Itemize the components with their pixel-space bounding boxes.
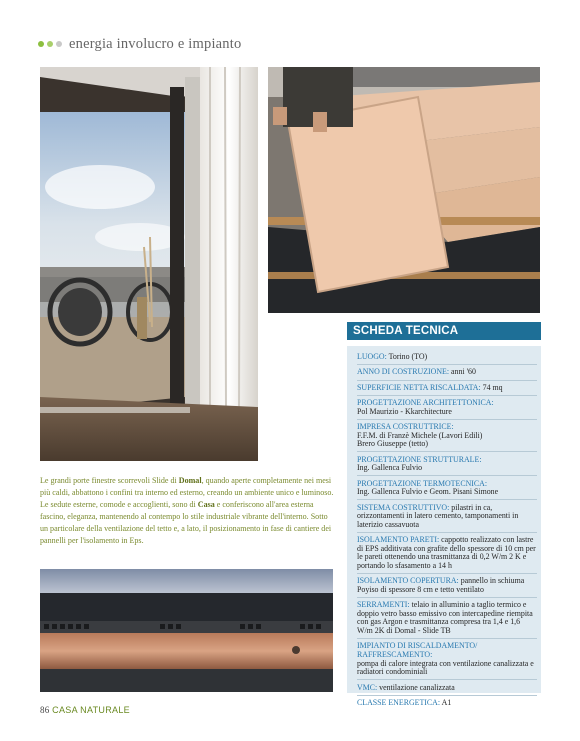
sheet-entry-serramenti: SERRAMENTI: telaio in alluminio a taglio termico e doppio vetro basso emissivo con intercapedine riempita con gas Argon e trasmittanza compresa tra 1,4 e 1,6 W/m 2K di Domal - Slide TB xyxy=(357,601,537,639)
sheet-entry-architettonica: PROGETTAZIONE ARCHITETTONICA: Pol Maurizio - Kkarchitecture xyxy=(357,399,537,420)
sheet-entry-vmc: VMC: ventilazione canalizzata xyxy=(357,684,537,696)
sheet-entry-luogo: LUOGO: Torino (TO) xyxy=(357,353,537,365)
bullet-dot-icon xyxy=(56,41,62,47)
brand-domal: Domal xyxy=(178,476,202,485)
insulation-panels-photo xyxy=(268,67,540,313)
sheet-entry-classe: CLASSE ENERGETICA: A1 xyxy=(357,697,452,707)
sheet-entry-sistema: SISTEMA COSTRUTTIVO: pilastri in ca, orizzontamenti in latero cemento, tamponamenti in laterizio cassavuota xyxy=(357,504,537,533)
section-header xyxy=(38,34,241,54)
interior-sliding-doors-photo xyxy=(40,67,258,461)
section-title: energia involucro e impianto xyxy=(69,35,242,52)
sheet-entry-strutturale: PROGETTAZIONE STRUTTURALE: Ing. Gallenca Fulvio xyxy=(357,456,537,477)
brand-casa: Casa xyxy=(197,499,215,509)
sheet-entry-isolamento-copertura: ISOLAMENTO COPERTURA: pannello in schiuma Poyiso di spessore 8 cm e tetto ventilato xyxy=(357,577,537,598)
roof-ventilation-photo xyxy=(40,569,333,692)
bullet-dot-icon xyxy=(38,41,44,47)
technical-sheet-list xyxy=(357,353,537,711)
bullet-dot-icon xyxy=(47,41,53,47)
technical-sheet-title: SCHEDA TECNICA xyxy=(347,322,541,340)
sheet-entry-anno: ANNO DI COSTRUZIONE: anni '60 xyxy=(357,368,537,380)
magazine-name: CASA NATURALE xyxy=(52,705,130,715)
sheet-entry-superficie: SUPERFICIE NETTA RISCALDATA: 74 mq xyxy=(357,384,537,396)
sheet-entry-impresa: IMPRESA COSTRUTTRICE: F.F.M. di Franzè Michele (Lavori Edili) Brero Giuseppe (tetto) xyxy=(357,423,537,452)
photo-caption-paragraph: Le grandi porte finestre scorrevoli Slide di Domal, quando aperte completamente nei mesi più caldi, abbattono i confini tra interno ed esterno, creando un ambiente unico e luminoso. Le sedute esterne, comode e accoglienti, sono di Casa e conferiscono all'area esterna fascino, eleganza, mantenendo al contempo lo stile industriale vibrante dell'interno. Sotto un particolare della ventilazione del tetto e, a lato, il posizionamento in fase di cantiere dei pannelli per l'isolamento in Eps. xyxy=(40,476,334,545)
page-footer xyxy=(40,705,130,715)
sheet-entry-impianto: IMPIANTO DI RISCALDAMENTO/ RAFFRESCAMENTO: pompa di calore integrata con ventilazione canalizzata e radiatori condominiali xyxy=(357,642,537,680)
sheet-entry-termotecnica: PROGETTAZIONE TERMOTECNICA: Ing. Gallenca Fulvio e Geom. Pisani Simone xyxy=(357,480,537,501)
page-number: 86 xyxy=(40,705,50,715)
sheet-entry-isolamento-pareti: ISOLAMENTO PARETI: cappotto realizzato con lastre di EPS additivata con grafite dello spessore di 10 cm per le pareti ottenendo una trasmittanza di 0,2 W/m 2 K e portando lo sfasamento a 14 h xyxy=(357,536,537,574)
